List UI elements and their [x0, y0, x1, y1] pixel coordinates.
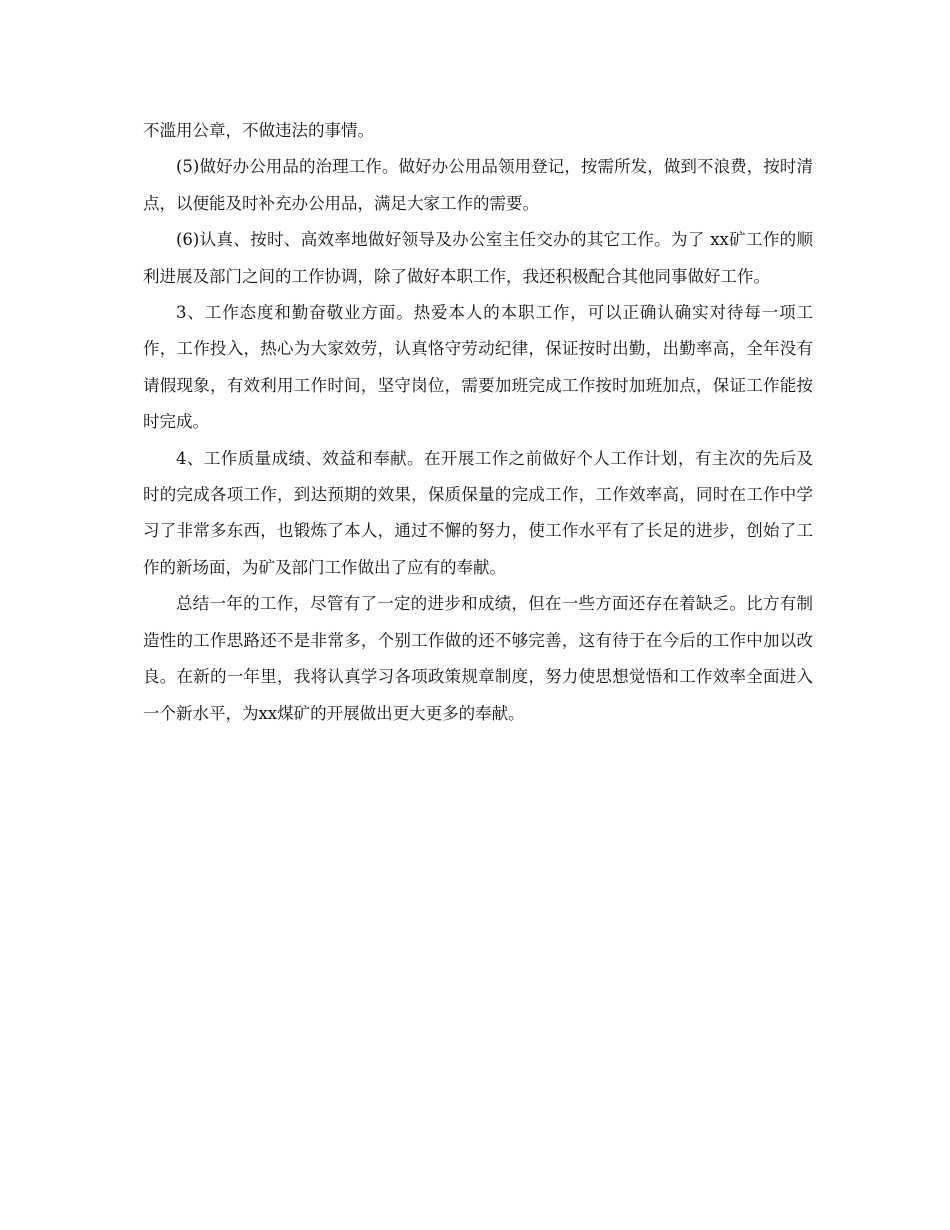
paragraph-section-4: 4、工作质量成绩、效益和奉献。在开展工作之前做好个人工作计划，有主次的先后及时的完成各项工作，到达预期的效果，保质保量的完成工作，工作效率高，同时在工作中学习了非常多东西，也锻炼了本人，通过不懈的努力，使工作水平有了长足的进步，创始了工作的新场面，为矿及部门工作做出了应有的奉献。 — [143, 448, 813, 577]
paragraph-continuation: 不滥用公章，不做违法的事情。 — [143, 121, 374, 140]
document-body — [143, 113, 813, 732]
paragraph-section-3: 3、工作态度和勤奋敬业方面。热爱本人的本职工作，可以正确认确实对待每一项工作，工作投入，热心为大家效劳，认真恪守劳动纪律，保证按时出勤，出勤率高，全年没有请假现象，有效利用工作时间，坚守岗位，需要加班完成工作按时加班加点，保证工作能按时完成。 — [143, 303, 813, 432]
paragraph-summary: 总结一年的工作，尽管有了一定的进步和成绩，但在一些方面还存在着缺乏。比方有制造性的工作思路还不是非常多，个别工作做的还不够完善，这有待于在今后的工作中加以改良。在新的一年里，我将认真学习各项政策规章制度，努力使思想觉悟和工作效率全面进入一个新水平，为xx煤矿的开展做出更大更多的奉献。 — [143, 594, 813, 723]
paragraph-item-6: (6)认真、按时、高效率地做好领导及办公室主任交办的其它工作。为了 xx矿工作的顺利进展及部门之间的工作协调，除了做好本职工作，我还积极配合其他同事做好工作。 — [143, 230, 813, 286]
paragraph-item-5: (5)做好办公用品的治理工作。做好办公用品领用登记，按需所发，做到不浪费，按时清点，以便能及时补充办公用品，满足大家工作的需要。 — [143, 157, 813, 213]
